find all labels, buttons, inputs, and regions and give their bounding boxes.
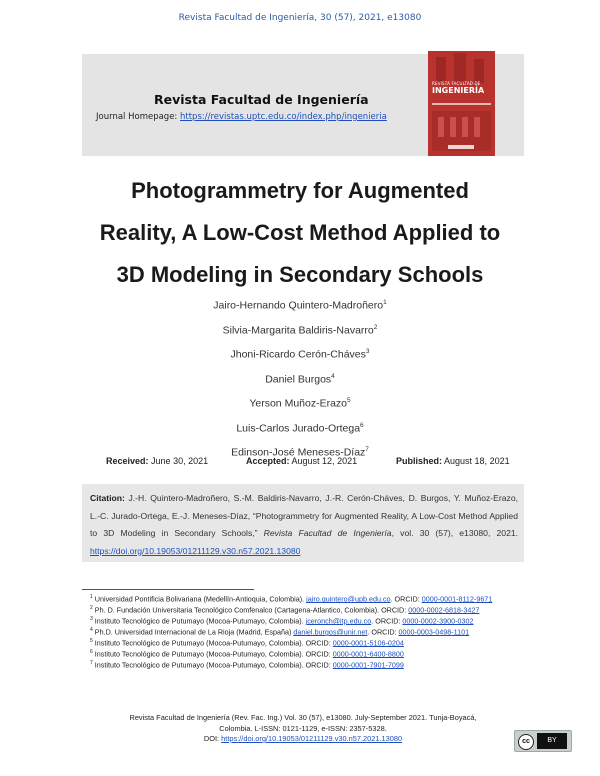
article-title bbox=[60, 170, 540, 296]
journal-name: Revista Facultad de Ingeniería bbox=[154, 92, 369, 107]
author-affiliation-mark: 7 bbox=[365, 446, 369, 453]
by-icon: BY bbox=[537, 733, 567, 749]
journal-cover-image bbox=[428, 51, 495, 156]
author-name: Yerson Muñoz-Erazo bbox=[249, 397, 348, 410]
received-label: Received: bbox=[106, 456, 149, 466]
footnote-affiliation: Instituto Tecnológico de Putumayo (Mocoa-Putumayo, Colombia). ORCID: bbox=[94, 638, 331, 648]
homepage-link[interactable]: https://revistas.uptc.edu.co/index.php/ingenieria bbox=[180, 112, 387, 122]
author-entry bbox=[0, 341, 600, 366]
doi-label: DOI: bbox=[203, 734, 220, 743]
cover-title bbox=[432, 81, 492, 95]
footnote-orcid-link[interactable]: 0000-0002-3900-0302 bbox=[402, 616, 474, 626]
cover-subtitle: REVISTA FACULTAD DE bbox=[432, 81, 481, 86]
published-value: August 18, 2021 bbox=[444, 456, 510, 466]
footnote bbox=[90, 593, 520, 604]
journal-footer-line: Revista Facultad de Ingeniería (Rev. Fac. Ing.) Vol. 30 (57), e13080. July-September 2021. Tunja-Boyacá, bbox=[129, 713, 477, 722]
footnote-orcid-link[interactable]: 0000-0003-0498-1101 bbox=[398, 627, 470, 637]
footnote bbox=[90, 637, 520, 648]
author-entry bbox=[0, 366, 600, 391]
author-name: Edinson-José Meneses-Díaz bbox=[231, 446, 366, 459]
received-value: June 30, 2021 bbox=[151, 456, 209, 466]
title-line: Photogrammetry for Augmented bbox=[131, 178, 469, 203]
author-affiliation-mark: 1 bbox=[383, 299, 387, 306]
author-entry bbox=[0, 292, 600, 317]
footnote-divider bbox=[82, 589, 254, 590]
author-affiliation-mark: 3 bbox=[365, 348, 370, 355]
accepted-label: Accepted: bbox=[246, 456, 290, 466]
footnote-email-link[interactable]: daniel.burgos@unir.net bbox=[293, 627, 368, 637]
footnote-email-link[interactable]: jceronch@itp.edu.co bbox=[305, 616, 372, 626]
footnote-number: 7 bbox=[90, 659, 93, 666]
author-name: Jhoni-Ricardo Cerón-Cháves bbox=[230, 348, 366, 361]
running-header: Revista Facultad de Ingeniería, 30 (57), 2021, e13080 bbox=[178, 13, 422, 23]
title-line: 3D Modeling in Secondary Schools bbox=[116, 262, 484, 287]
title-line: Reality, A Low-Cost Method Applied to bbox=[99, 220, 501, 245]
footnote-affiliation: Ph. D. Fundación Universitaria Tecnológico Comfenalco (Cartagena-Atlantico, Colombia). ORCID: bbox=[94, 605, 407, 615]
journal-homepage bbox=[96, 112, 387, 122]
citation-label: Citation: bbox=[90, 493, 125, 503]
homepage-label: Journal Homepage: bbox=[96, 112, 178, 122]
footnote-orcid-label: . ORCID: bbox=[371, 616, 401, 626]
citation-text bbox=[90, 490, 518, 560]
footnote bbox=[90, 626, 520, 637]
footnote-affiliation: Instituto Tecnológico de Putumayo (Mocoa-Putumayo, Colombia). bbox=[94, 616, 304, 626]
journal-footer bbox=[82, 713, 524, 745]
author-affiliation-mark: 4 bbox=[331, 372, 335, 380]
author-name: Daniel Burgos bbox=[265, 373, 332, 385]
cc-icon: cc bbox=[518, 734, 534, 750]
author-entry bbox=[0, 390, 600, 415]
author-affiliation-mark: 2 bbox=[373, 323, 378, 331]
cover-divider bbox=[432, 103, 491, 105]
footnote-affiliation: Instituto Tecnológico de Putumayo (Mocoa-Putumayo, Colombia). ORCID: bbox=[94, 660, 331, 670]
author-list bbox=[0, 292, 600, 464]
footnote-number: 1 bbox=[90, 594, 93, 600]
footnote-orcid-label: . ORCID: bbox=[367, 627, 397, 637]
cc-by-license-badge[interactable] bbox=[514, 730, 572, 752]
footnote-number: 2 bbox=[90, 604, 93, 611]
received-date bbox=[106, 456, 208, 466]
footer-doi-link[interactable]: https://doi.org/10.19053/01211129.v30.n57.2021.13080 bbox=[221, 734, 403, 743]
citation-box bbox=[82, 484, 524, 562]
citation-body: J.-H. Quintero-Madroñero, S.-M. Baldiris-Navarro, J.-R. Cerón-Cháves, D. Burgos, Y. Muñoz-Erazo, L.-C. Jurado-Ortega, E.-J. Meneses-Díaz, “Photogrammetry for Augmented Reality, A Low-Cost Method Applied to 3D Modeling in Secondary Schools,” bbox=[90, 493, 518, 538]
footnote-number: 5 bbox=[90, 637, 93, 644]
journal-footer-doi bbox=[82, 734, 524, 745]
footnote bbox=[90, 648, 520, 659]
journal-footer-line: Colombia. L-ISSN: 0121-1129, e-ISSN: 2357-5328. bbox=[219, 723, 387, 733]
citation-journal: Revista Facultad de Ingeniería bbox=[263, 528, 392, 538]
published-label: Published: bbox=[396, 456, 443, 466]
author-name: Silvia-Margarita Baldiris-Navarro bbox=[222, 324, 374, 336]
footnote-orcid-link[interactable]: 0000-0001-6400-8800 bbox=[332, 649, 404, 659]
footnote bbox=[90, 659, 520, 670]
author-name: Luis-Carlos Jurado-Ortega bbox=[236, 422, 361, 434]
accepted-value: August 12, 2021 bbox=[291, 456, 358, 466]
author-affiliation-mark: 6 bbox=[360, 421, 364, 429]
cover-main-title: INGENIERÍA bbox=[432, 86, 485, 95]
footnote-number: 4 bbox=[90, 626, 93, 633]
author-entry bbox=[0, 415, 600, 440]
footnote-affiliation: Ph.D. Universidad Internacional de La Rioja (Madrid, España) bbox=[94, 627, 292, 637]
footnote-orcid-link[interactable]: 0000-0001-7901-7099 bbox=[332, 660, 404, 670]
footnote-orcid-link[interactable]: 0000-0002-6818-3427 bbox=[408, 605, 480, 615]
accepted-date bbox=[246, 456, 357, 466]
published-date bbox=[396, 456, 510, 466]
footnote-number: 6 bbox=[90, 648, 93, 655]
footnote bbox=[90, 604, 520, 615]
author-affiliation-mark: 5 bbox=[347, 397, 351, 404]
citation-volume: , vol. 30 (57), e13080, 2021. bbox=[391, 528, 519, 538]
author-name: Jairo-Hernando Quintero-Madroñero bbox=[213, 299, 384, 312]
footnote-orcid-label: . ORCID: bbox=[390, 594, 420, 604]
footnote-number: 3 bbox=[90, 615, 93, 622]
footnote-orcid-link[interactable]: 0000-0001-5106-0204 bbox=[332, 638, 404, 648]
footnote-affiliation: Universidad Pontificia Bolivariana (Medellín-Antioquia, Colombia). bbox=[94, 594, 305, 604]
author-entry bbox=[0, 317, 600, 342]
footnote-affiliation: Instituto Tecnológico de Putumayo (Mocoa-Putumayo, Colombia). ORCID: bbox=[94, 649, 331, 659]
citation-doi-link[interactable]: https://doi.org/10.19053/01211129.v30.n57.2021.13080 bbox=[90, 545, 301, 556]
footnotes bbox=[90, 593, 520, 670]
footnote-email-link[interactable]: jairo.quintero@upb.edu.co bbox=[306, 594, 391, 604]
footnote bbox=[90, 615, 520, 626]
footnote-orcid-link[interactable]: 0000-0001-8112-9671 bbox=[421, 594, 493, 604]
